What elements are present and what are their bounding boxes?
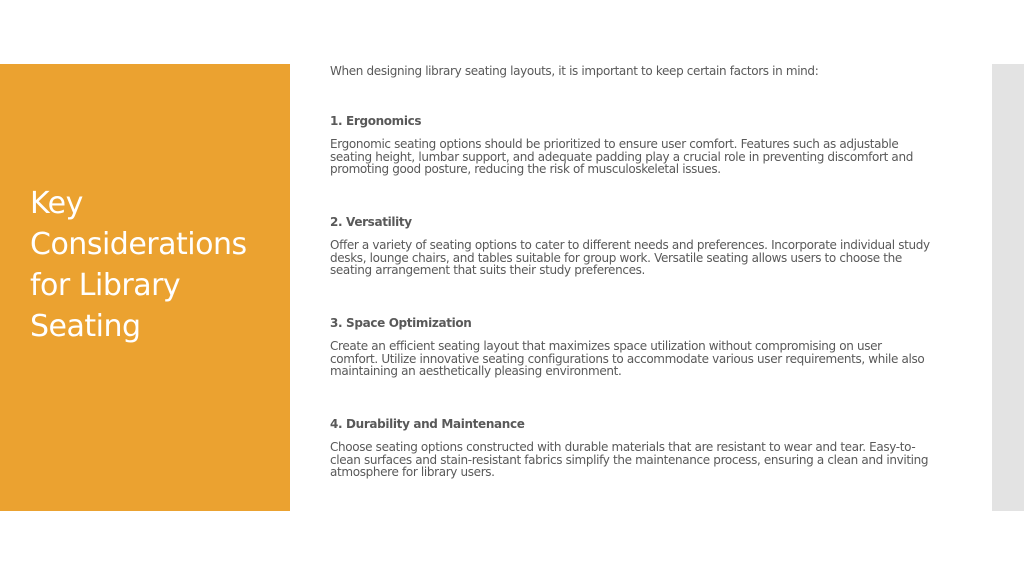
right-side-bar <box>992 64 1024 511</box>
intro-text: When designing library seating layouts, it is important to keep certain factors in mind: <box>330 64 819 78</box>
slide-content <box>330 61 930 480</box>
section-body: Choose seating options constructed with durable materials that are resistant to wear and tear. Easy-to-clean surfaces and stain-resistant fabrics simplify the maintenance process, ensuring a clean and inviting atmosphere for library users. <box>330 440 929 480</box>
section-space-optimization <box>330 315 930 378</box>
section-body: Create an efficient seating layout that maximizes space utilization without compromising on user comfort. Utilize innovative seating configurations to accommodate various user requirements, while also maintaining an aesthetically pleasing environment. <box>330 339 925 379</box>
section-heading: 4. Durability and Maintenance <box>330 417 525 431</box>
section-body: Offer a variety of seating options to cater to different needs and preferences. Incorporate individual study desks, lounge chairs, and tables suitable for group work. Versatile seating allows users to choose the seating arrangement that suits their study preferences. <box>330 238 930 278</box>
slide-title: Key Considerations for Library Seating <box>30 186 247 344</box>
section-heading: 1. Ergonomics <box>330 114 422 128</box>
section-ergonomics <box>330 113 930 176</box>
section-heading: 2. Versatility <box>330 215 412 229</box>
section-body: Ergonomic seating options should be prioritized to ensure user comfort. Features such as adjustable seating height, lumbar support, and adequate padding play a crucial role in preventing discomfort and promoting good posture, reducing the risk of musculoskeletal issues. <box>330 137 913 177</box>
section-versatility <box>330 214 930 277</box>
section-durability-maintenance <box>330 416 930 479</box>
section-heading: 3. Space Optimization <box>330 316 472 330</box>
